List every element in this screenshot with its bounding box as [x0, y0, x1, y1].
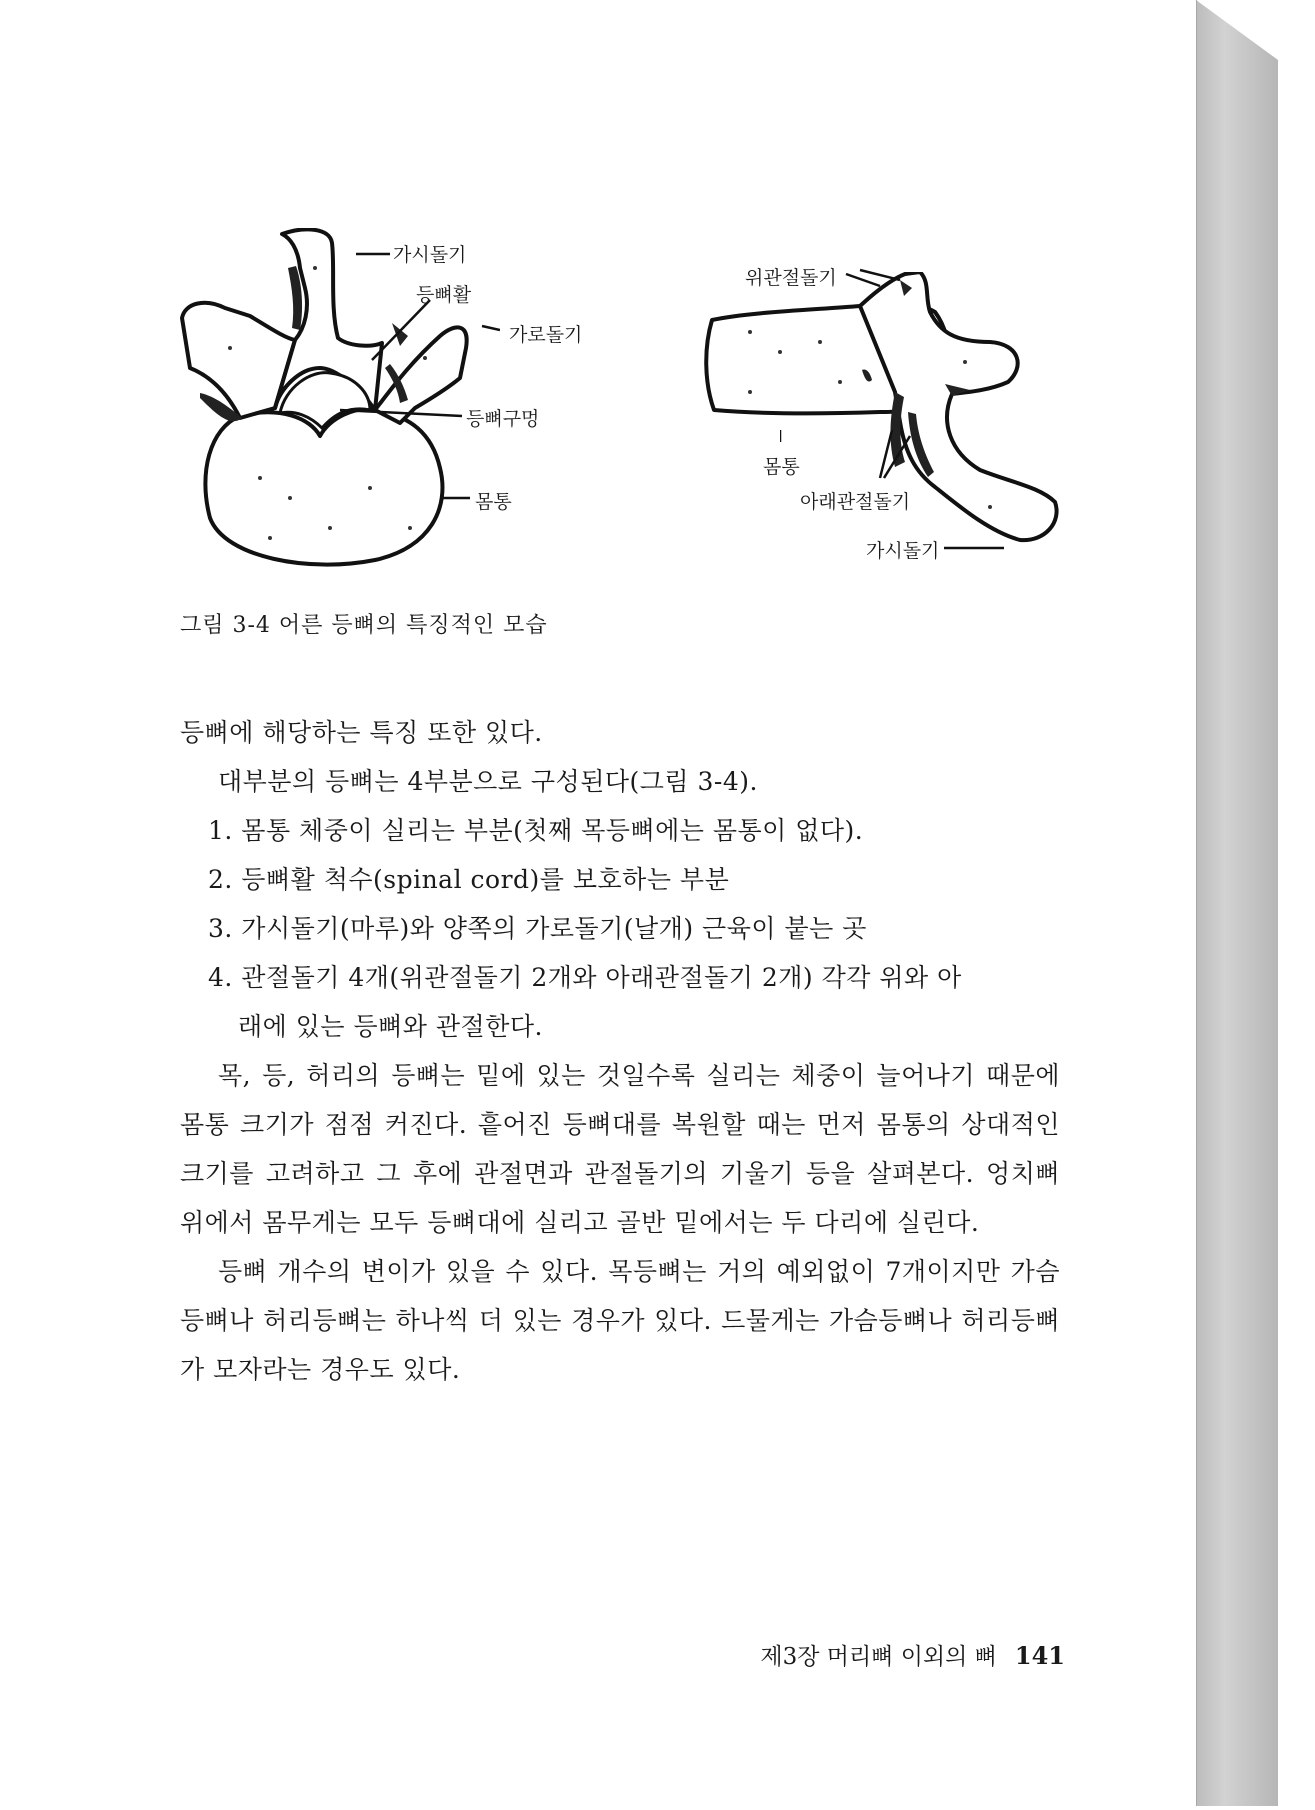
list-item: 1. 몸통 체중이 실리는 부분(첫째 목등뼈에는 몸통이 없다).: [208, 816, 864, 845]
label-body-left: 몸통: [475, 491, 512, 513]
label-superior-articular-process: 위관절돌기: [745, 267, 837, 289]
label-inferior-articular-process: 아래관절돌기: [800, 491, 911, 513]
paragraph: 대부분의 등뼈는 4부분으로 구성된다(그림 3-4).: [218, 767, 758, 796]
label-transverse-process: 가로돌기: [509, 324, 583, 346]
body-text: [180, 708, 1060, 1394]
label-body-right: 몸통: [763, 456, 800, 478]
label-spinous-process-left: 가시돌기: [393, 244, 467, 266]
page-number: 141: [1014, 1641, 1065, 1670]
list-item: 4. 관절돌기 4개(위관절돌기 2개와 아래관절돌기 2개) 각각 위와 아: [208, 963, 962, 992]
label-spinous-process-right: 가시돌기: [866, 540, 940, 562]
figure-caption: 그림 3-4 어른 등뼈의 특징적인 모습: [180, 613, 548, 638]
label-vertebral-arch: 등뼈활: [416, 284, 472, 306]
paragraph-text: 목, 등, 허리의 등뼈는 밑에 있는 것일수록 실리는 체중이 늘어나기 때문에 몸통 크기가 점점 커진다. 흩어진 등뼈대를 복원할 때는 먼저 몸통의 상대적인 크기를 고려하고 그 후에 관절면과 관절돌기의 기울기 등을 살펴본다. 엉치뼈 위에서 몸무게는 모두 등뼈대에 실리고 골반 밑에서는 두 다리에 실린다.: [180, 1061, 1060, 1237]
right-leader-lines: [780, 260, 1020, 560]
left-leader-lines: [300, 230, 500, 520]
list-item: 3. 가시돌기(마루)와 양쪽의 가로돌기(날개) 근육이 붙는 곳: [208, 914, 867, 943]
list-item-continuation: 래에 있는 등뼈와 관절한다.: [238, 1012, 543, 1041]
paragraph-text: 등뼈 개수의 변이가 있을 수 있다. 목등뼈는 거의 예외없이 7개이지만 가슴등뼈나 허리등뼈는 하나씩 더 있는 경우가 있다. 드물게는 가슴등뼈나 허리등뼈가 모자라는 경우도 있다.: [180, 1257, 1060, 1384]
chapter-title: 제3장 머리뼈 이외의 뼈: [760, 1644, 997, 1670]
paragraph: [180, 1247, 1060, 1394]
paragraph: 등뼈에 해당하는 특징 또한 있다.: [180, 718, 543, 747]
running-footer: [760, 1638, 1065, 1671]
paragraph: [180, 1051, 1060, 1247]
book-edge: [1196, 0, 1315, 1806]
list-item: 2. 등뼈활 척수(spinal cord)를 보호하는 부분: [208, 865, 730, 894]
label-vertebral-foramen: 등뼈구멍: [466, 408, 540, 430]
